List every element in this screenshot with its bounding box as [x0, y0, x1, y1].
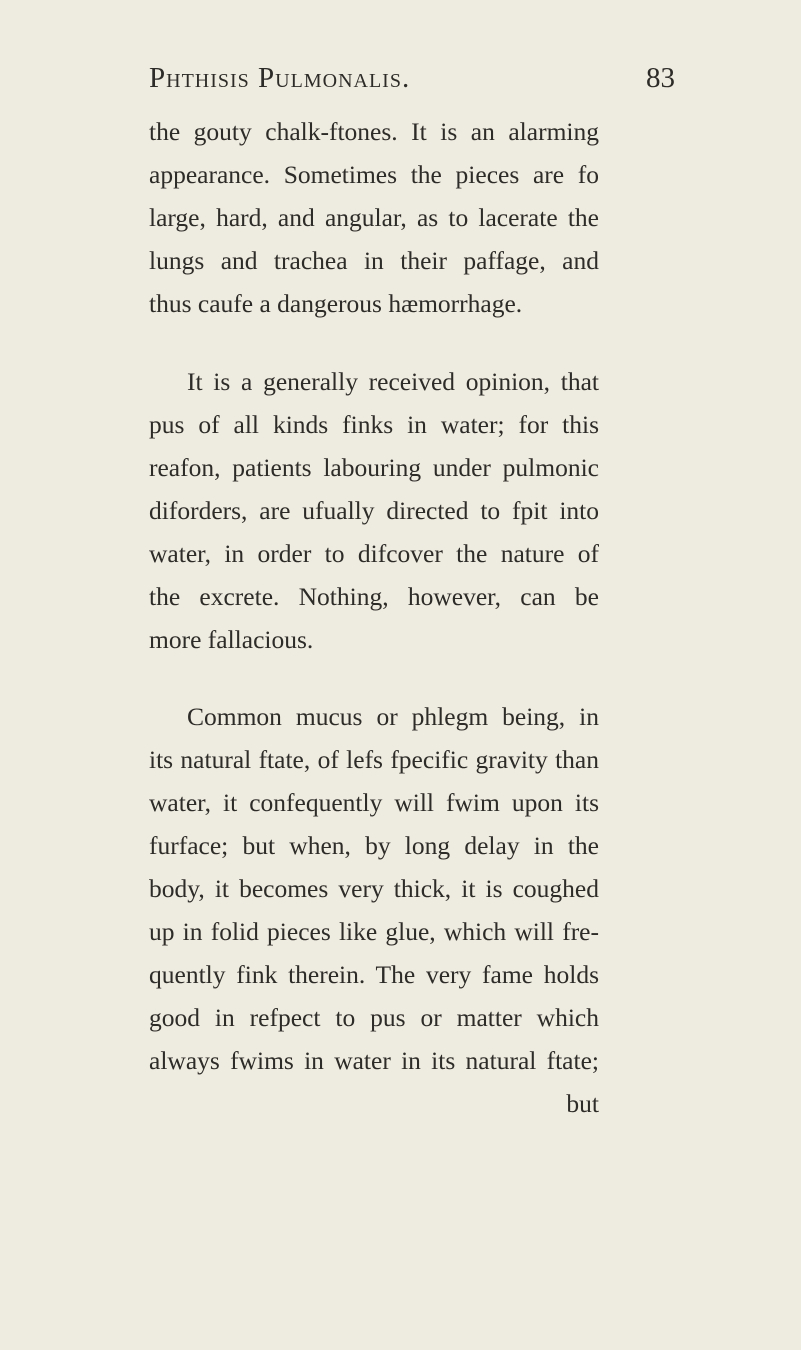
paragraph-spacer	[149, 325, 599, 360]
text-line: large, hard, and angular, as to lacerate the	[149, 203, 599, 232]
paragraph-spacer	[149, 661, 599, 695]
text-line: its natural ftate, of lefs fpecific gravity than	[149, 745, 599, 774]
text-line: lungs and trachea in their paffage, and	[149, 246, 599, 275]
text-line: quently fink therein. The very fame holds	[149, 960, 599, 989]
text-line: thus caufe a dangerous hæmorrhage.	[149, 289, 523, 318]
text-line: Common mucus or phlegm being, in	[187, 702, 599, 731]
running-title: Phthisis Pulmonalis.	[149, 62, 411, 94]
text-line: appearance. Sometimes the pieces are fo	[149, 160, 599, 189]
catchword: but	[566, 1089, 599, 1118]
running-head	[149, 62, 675, 102]
paragraph-1	[149, 110, 599, 325]
body-text	[149, 110, 599, 1125]
text-line: pus of all kinds finks in water; for this	[149, 410, 599, 439]
text-line: always fwims in water in its natural ftate;	[149, 1046, 599, 1075]
text-line: water, it confequently will fwim upon its	[149, 788, 599, 817]
text-line: the excrete. Nothing, however, can be	[149, 582, 599, 611]
paragraph-2	[149, 360, 599, 661]
text-line: reafon, patients labouring under pulmonic	[149, 453, 599, 482]
text-line: furface; but when, by long delay in the	[149, 831, 599, 860]
text-line: It is a generally received opinion, that	[187, 367, 599, 396]
text-line: the gouty chalk-ftones. It is an alarming	[149, 117, 599, 146]
text-line: up in folid pieces like glue, which will fre-	[149, 917, 599, 946]
paragraph-3	[149, 695, 599, 1082]
text-line: good in refpect to pus or matter which	[149, 1003, 599, 1032]
text-line: diforders, are ufually directed to fpit into	[149, 496, 599, 525]
text-line: body, it becomes very thick, it is coughed	[149, 874, 599, 903]
page-number: 83	[646, 62, 675, 94]
text-line: more fallacious.	[149, 625, 314, 654]
text-line: water, in order to difcover the nature of	[149, 539, 599, 568]
